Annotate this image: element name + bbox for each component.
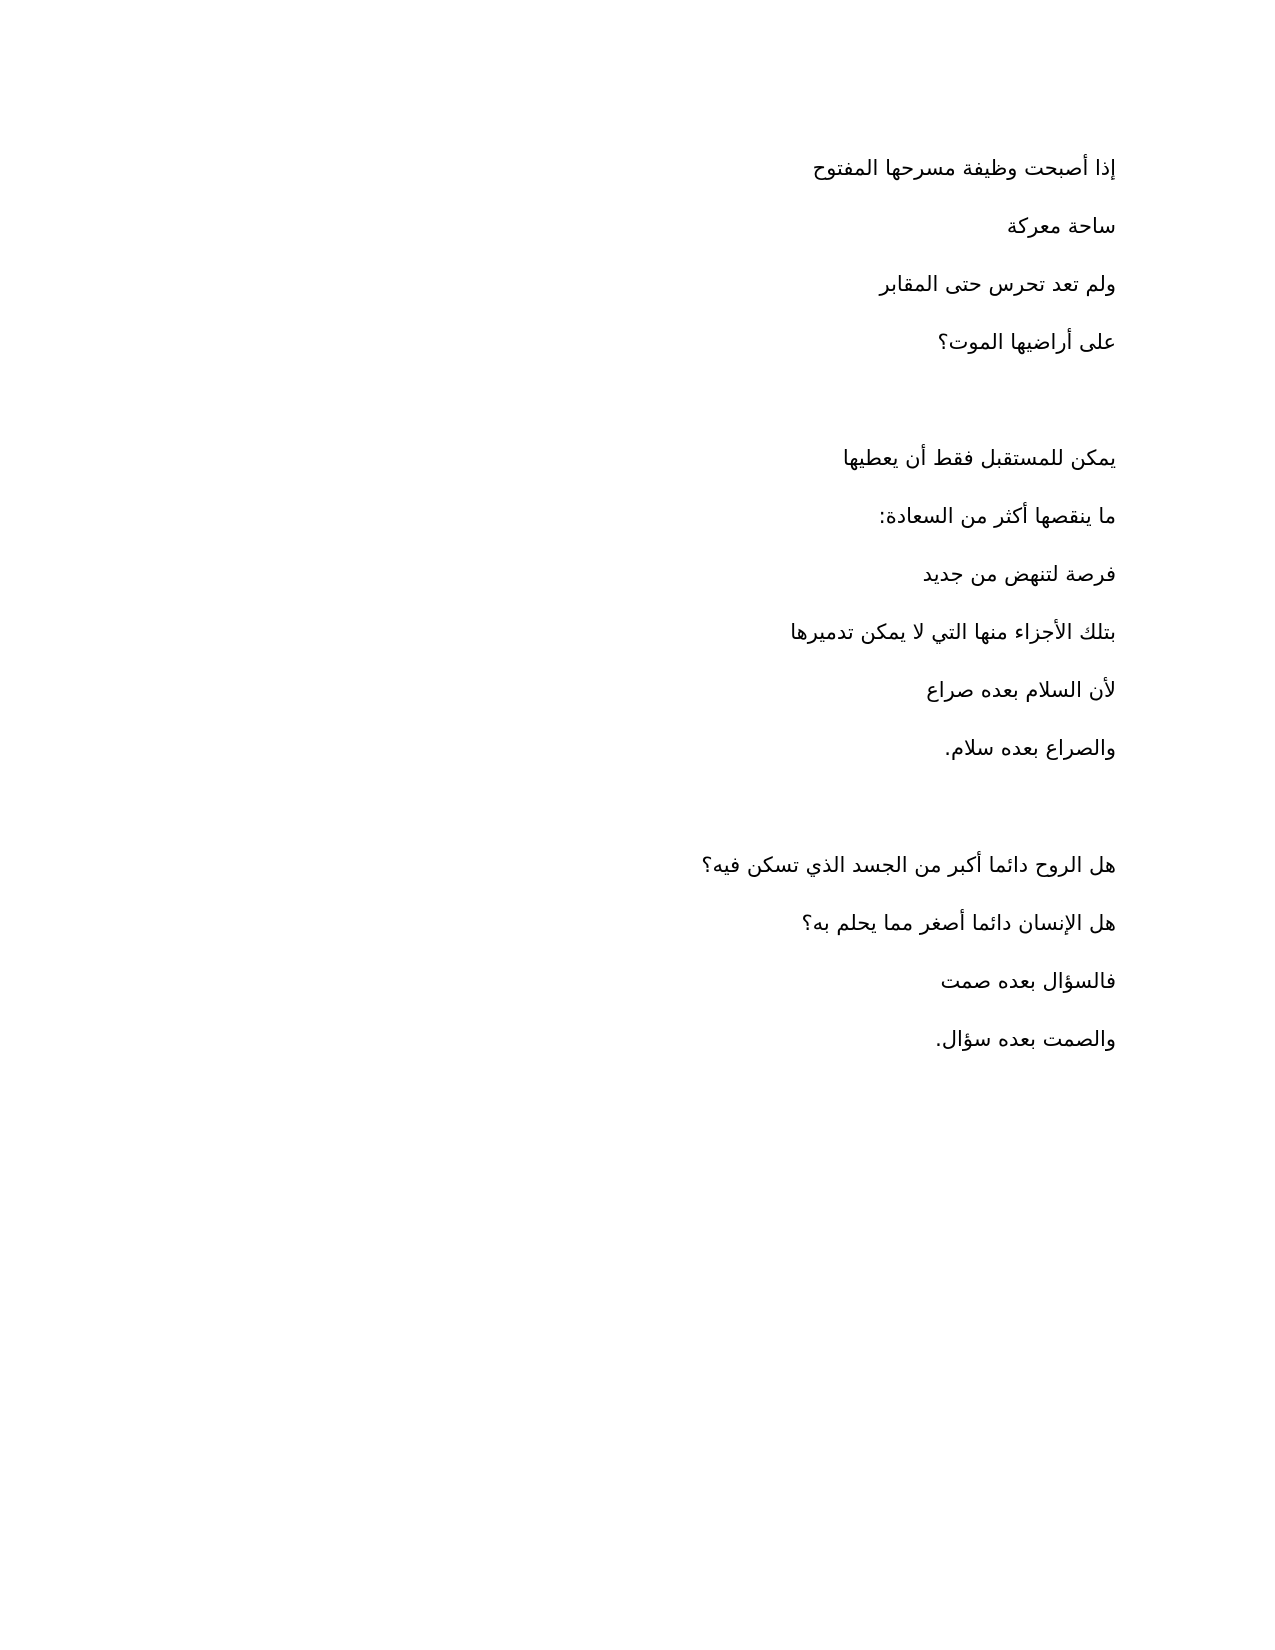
poem-line: على أراضيها الموت؟ bbox=[937, 330, 1116, 354]
poem-line: فرصة لتنهض من جديد bbox=[922, 562, 1116, 586]
poem-line: إذا أصبحت وظيفة مسرحها المفتوح bbox=[812, 156, 1116, 180]
poem-line: فالسؤال بعده صمت bbox=[940, 969, 1116, 993]
poem-line: لأن السلام بعده صراع bbox=[926, 678, 1116, 702]
poem-line: ولم تعد تحرس حتى المقابر bbox=[879, 272, 1116, 296]
poem-line: ما ينقصها أكثر من السعادة: bbox=[878, 504, 1116, 528]
poem-line: هل الروح دائما أكبر من الجسد الذي تسكن فيه؟ bbox=[701, 853, 1116, 877]
poem-line: والصمت بعده سؤال. bbox=[935, 1027, 1116, 1051]
poem-line: هل الإنسان دائما أصغر مما يحلم به؟ bbox=[801, 911, 1116, 935]
poem-line: يمكن للمستقبل فقط أن يعطيها bbox=[842, 446, 1116, 470]
poem-line: بتلك الأجزاء منها التي لا يمكن تدميرها bbox=[790, 620, 1116, 644]
poem-line: والصراع بعده سلام. bbox=[944, 736, 1116, 760]
poem-line: ساحة معركة bbox=[1006, 214, 1116, 238]
